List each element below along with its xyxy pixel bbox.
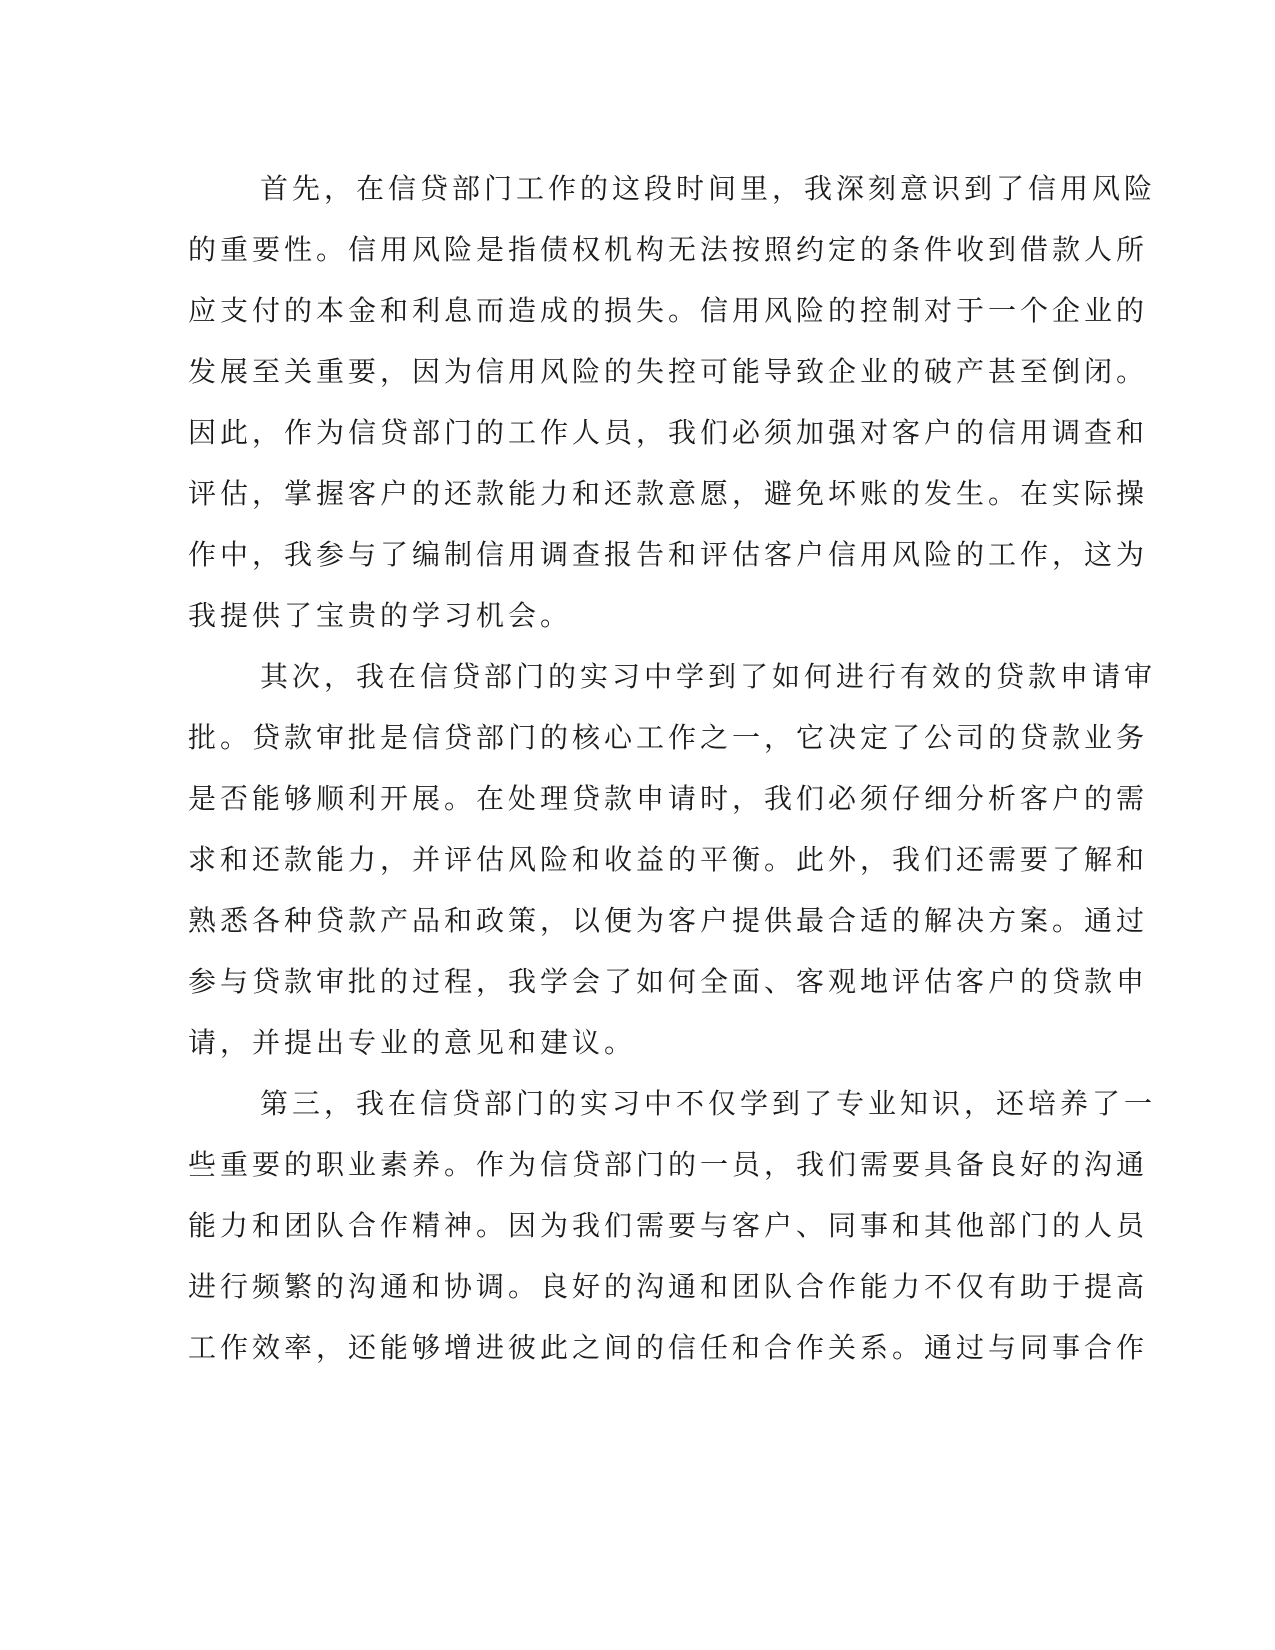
text-line: 求和还款能力，并评估风险和收益的平衡。此外，我们还需要了解和	[188, 843, 1149, 876]
text-line: 我提供了宝贵的学习机会。	[188, 599, 573, 632]
paragraph-professional-skills	[188, 1073, 1157, 1378]
text-line: 的重要性。信用风险是指债权机构无法按照约定的条件收到借款人所	[188, 233, 1149, 266]
text-line: 发展至关重要，因为信用风险的失控可能导致企业的破产甚至倒闭。	[188, 355, 1149, 388]
paragraph-loan-approval	[188, 646, 1157, 1073]
text-line: 是否能够顺利开展。在处理贷款申请时，我们必须仔细分析客户的需	[188, 782, 1149, 815]
text-line: 批。贷款审批是信贷部门的核心工作之一，它决定了公司的贷款业务	[188, 721, 1149, 754]
document-body	[188, 158, 1157, 1378]
text-line: 评估，掌握客户的还款能力和还款意愿，避免坏账的发生。在实际操	[188, 477, 1149, 510]
text-line: 首先，在信贷部门工作的这段时间里，我深刻意识到了信用风险	[260, 172, 1157, 205]
text-line: 进行频繁的沟通和协调。良好的沟通和团队合作能力不仅有助于提高	[188, 1270, 1149, 1303]
paragraph-credit-risk	[188, 158, 1157, 646]
text-line: 工作效率，还能够增进彼此之间的信任和合作关系。通过与同事合作	[188, 1331, 1149, 1364]
text-line: 其次，我在信贷部门的实习中学到了如何进行有效的贷款申请审	[260, 660, 1157, 693]
text-line: 能力和团队合作精神。因为我们需要与客户、同事和其他部门的人员	[188, 1209, 1149, 1242]
text-line: 些重要的职业素养。作为信贷部门的一员，我们需要具备良好的沟通	[188, 1148, 1149, 1181]
text-line: 参与贷款审批的过程，我学会了如何全面、客观地评估客户的贷款申	[188, 965, 1149, 998]
text-line: 应支付的本金和利息而造成的损失。信用风险的控制对于一个企业的	[188, 294, 1149, 327]
text-line: 第三，我在信贷部门的实习中不仅学到了专业知识，还培养了一	[260, 1087, 1157, 1120]
text-line: 因此，作为信贷部门的工作人员，我们必须加强对客户的信用调查和	[188, 416, 1149, 449]
text-line: 作中，我参与了编制信用调查报告和评估客户信用风险的工作，这为	[188, 538, 1149, 571]
text-line: 熟悉各种贷款产品和政策，以便为客户提供最合适的解决方案。通过	[188, 904, 1149, 937]
text-line: 请，并提出专业的意见和建议。	[188, 1026, 637, 1059]
